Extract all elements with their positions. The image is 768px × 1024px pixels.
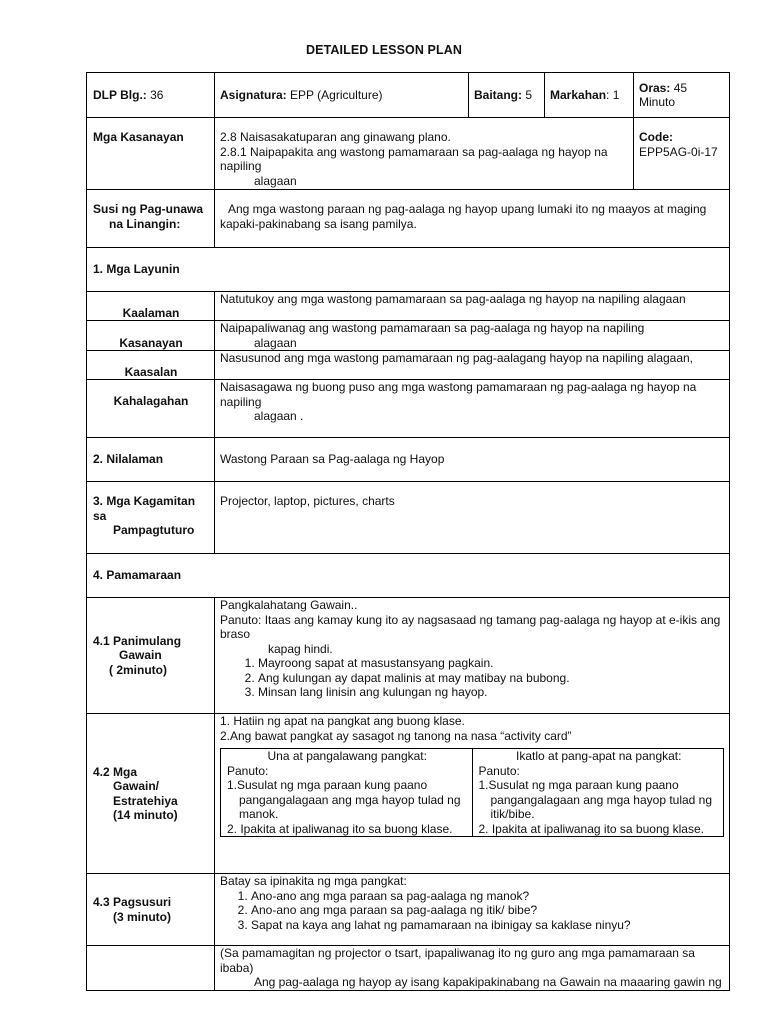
kasanayan-obj-line2: alagaan [254, 335, 297, 350]
document-title: DETAILED LESSON PLAN [306, 43, 462, 57]
pagsusuri-list [220, 889, 724, 933]
kasanayan-obj-label: Kasanayan [87, 321, 215, 351]
layunin-kahalagahan-row [87, 380, 730, 438]
pagsusuri-content [215, 874, 730, 946]
baitang-label: Baitang: [474, 87, 522, 102]
list-item: 2. Ang kulungan ay dapat malinis at may matibay na bubong. [258, 671, 724, 686]
susi-label-line2: na Linangin: [109, 216, 181, 231]
gawain-label-line1: 4.2 Mga [93, 764, 138, 779]
list-item: 3. Sapat na kaya ang lahat ng pamamaraan na ibinigay sa kaklase ninyu? [251, 918, 724, 933]
susi-label [87, 190, 215, 248]
paliwanag-content [215, 946, 730, 991]
kagamitan-row [87, 482, 730, 554]
pagsusuri-label [87, 874, 215, 946]
susi-text-line1: Ang mga wastong paraan ng pag-aalaga ng hayop upang lumaki ito ng maayos at maging [228, 202, 707, 216]
kasanayan-obj-text [215, 321, 730, 351]
panimulang-row [87, 598, 730, 714]
nilalaman-label: 2. Nilalaman [87, 438, 215, 482]
pagsusuri-label-line2: (3 minuto) [113, 909, 171, 924]
gawain-line1: 1. Hatiin ng apat na pangkat ang buong klase. [220, 714, 465, 728]
layunin-kaalaman-row [87, 292, 730, 321]
group-right-cell [472, 749, 724, 837]
gawain-content [215, 714, 730, 874]
paliwanag-label [87, 946, 215, 991]
susi-content [215, 190, 730, 248]
panimulang-line2: Panuto: Itaas ang kamay kung ito ay nagsasaad ng tamang pag-aalaga ng hayop at e-ikis ang braso [220, 612, 721, 641]
group-left-cell [221, 749, 473, 837]
group-right-item1a: 1.Susulat ng mga paraan kung paano [478, 778, 679, 792]
kaalaman-line1: Natutukoy ang mga wastong pamamaraan sa pag-aalaga ng hayop na napiling alagaan [220, 292, 686, 306]
group-right-panuto: Panuto: [478, 763, 520, 778]
oras-value: 45 [673, 80, 688, 95]
panimulang-line3: kapag hindi. [268, 641, 333, 656]
asignatura-value: EPP (Agriculture) [290, 87, 383, 102]
panimulang-list [220, 656, 724, 700]
oras-label: Oras: [639, 80, 671, 95]
gawain-label-line2: Gawain/ [113, 779, 160, 793]
nilalaman-row [87, 438, 730, 482]
oras-unit: Minuto [639, 95, 676, 109]
dlp-value: 36 [150, 87, 164, 102]
kaalaman-text [215, 292, 730, 321]
group-right-item2: 2. Ipakita at ipaliwanag ito sa buong klase. [478, 821, 704, 836]
pagsusuri-row [87, 874, 730, 946]
gawain-label-line4: (14 minuto) [113, 808, 178, 822]
group-right-head: Ikatlo at pang-apat na pangkat: [516, 749, 682, 763]
baitang-value: 5 [525, 87, 533, 102]
kasanayan-line1: 2.8 Naisasakatuparan ang ginawang plano. [220, 130, 451, 144]
list-item: 1. Ano-ano ang mga paraan sa pag-aalaga ng manok? [251, 889, 724, 904]
pamamaraan-row [87, 554, 730, 598]
paliwanag-line2: Ang pag-aalaga ng hayop ay isang kapakipakinabang na Gawain na maaaring gawin ng [254, 975, 722, 989]
kahalagahan-line2: alagaan . [254, 409, 304, 423]
layunin-kasanayan-row [87, 321, 730, 351]
markahan-value: : 1 [606, 87, 620, 102]
kasanayan-line2: 2.8.1 Naipapakita ang wastong pamamaraan sa pag-aalaga ng hayop na napiling [220, 144, 608, 173]
dlp-cell [87, 73, 215, 118]
susi-text-line2: kapaki-pakinabang sa isang pamilya. [220, 216, 417, 231]
kagamitan-label [87, 482, 215, 554]
activity-card-table [220, 748, 724, 837]
pagsusuri-line1: Batay sa ipinakita ng mga pangkat: [220, 874, 407, 888]
kaasalan-line1: Nasusunod ang mga wastong pamamaraan ng pag-aalagang hayop na napiling alagaan, [220, 351, 694, 365]
group-left-item1a: 1.Susulat ng mga paraan kung paano [227, 778, 428, 792]
asignatura-label: Asignatura: [220, 87, 287, 102]
nilalaman-text: Wastong Paraan sa Pag-aalaga ng Hayop [215, 438, 730, 482]
kaasalan-text [215, 351, 730, 380]
panimulang-label-line2: Gawain [119, 648, 162, 663]
lesson-plan-table [86, 72, 730, 991]
code-label: Code: [639, 130, 673, 144]
kaasalan-label: Kaasalan [87, 351, 215, 380]
gawain-label [87, 714, 215, 874]
paliwanag-row [87, 946, 730, 991]
group-left-item1c: manok. [239, 807, 279, 821]
kasanayan-row [87, 118, 730, 190]
list-item: 3. Minsan lang linisin ang kulungan ng hayop. [258, 685, 724, 700]
panimulang-line1: Pangkalahatang Gawain.. [220, 598, 358, 612]
pamamaraan-heading: 4. Pamamaraan [87, 554, 730, 598]
kagamitan-label-line2: Pampagtuturo [113, 523, 195, 537]
kahalagahan-label: Kahalagahan [87, 380, 215, 438]
layunin-kaasalan-row [87, 351, 730, 380]
layunin-row [87, 248, 730, 292]
dlp-label: DLP Blg.: [93, 87, 147, 102]
gawain-line2: 2.Ang bawat pangkat ay sasagot ng tanong na nasa “activity card” [220, 728, 572, 743]
group-left-head: Una at pangalawang pangkat: [267, 749, 427, 763]
paliwanag-line1: (Sa pamamagitan ng projector o tsart, ipapaliwanag ito ng guro ang mga pamamaraan sa ibaba) [220, 946, 695, 975]
group-right-item1b: pangangalagaan ang mga hayop tulad ng [490, 792, 713, 807]
group-left-item1b: pangangalagaan ang mga hayop tulad ng [239, 792, 461, 807]
panimulang-label-line3: ( 2minuto) [109, 662, 167, 677]
list-item: 2. Ano-ano ang mga paraan sa pag-aalaga ng itik/ bibe? [251, 903, 724, 918]
panimulang-label [87, 598, 215, 714]
markahan-cell [545, 73, 634, 118]
kasanayan-content [215, 118, 634, 190]
susi-row [87, 190, 730, 248]
group-left-panuto: Panuto: [227, 763, 269, 778]
group-right-item1c: itik/bibe. [490, 807, 535, 821]
kagamitan-label-line1: 3. Mga Kagamitan sa [93, 494, 196, 523]
markahan-label: Markahan [550, 87, 607, 102]
susi-label-line1: Susi ng Pag-unawa [93, 202, 204, 216]
header-row [87, 73, 730, 118]
pagsusuri-label-line1: 4.3 Pagsusuri [93, 895, 172, 909]
code-cell [634, 118, 730, 190]
gawain-label-line3: Estratehiya [113, 793, 178, 808]
kagamitan-text: Projector, laptop, pictures, charts [215, 482, 730, 554]
kasanayan-line3: alagaan [254, 173, 297, 188]
group-left-item2: 2. Ipakita at ipaliwanag ito sa buong klase. [227, 821, 453, 836]
layunin-heading: 1. Mga Layunin [87, 248, 730, 292]
kahalagahan-text [215, 380, 730, 438]
oras-cell [634, 73, 730, 118]
gawain-row [87, 714, 730, 874]
baitang-cell [469, 73, 545, 118]
kasanayan-obj-line1: Naipapaliwanag ang wastong pamamaraan sa pag-aalaga ng hayop na napiling [220, 321, 645, 335]
panimulang-label-line1: 4.1 Panimulang [93, 633, 182, 648]
asignatura-cell [215, 73, 469, 118]
panimulang-content [215, 598, 730, 714]
code-value: EPP5AG-0i-17 [639, 144, 718, 159]
kasanayan-label: Mga Kasanayan [87, 118, 215, 190]
list-item: 1. Mayroong sapat at masustansyang pagkain. [258, 656, 724, 671]
kahalagahan-line1: Naisasagawa ng buong puso ang mga wastong pamamaraan ng pag-aalaga ng hayop na napiling [220, 380, 697, 409]
kaalaman-label: Kaalaman [87, 292, 215, 321]
